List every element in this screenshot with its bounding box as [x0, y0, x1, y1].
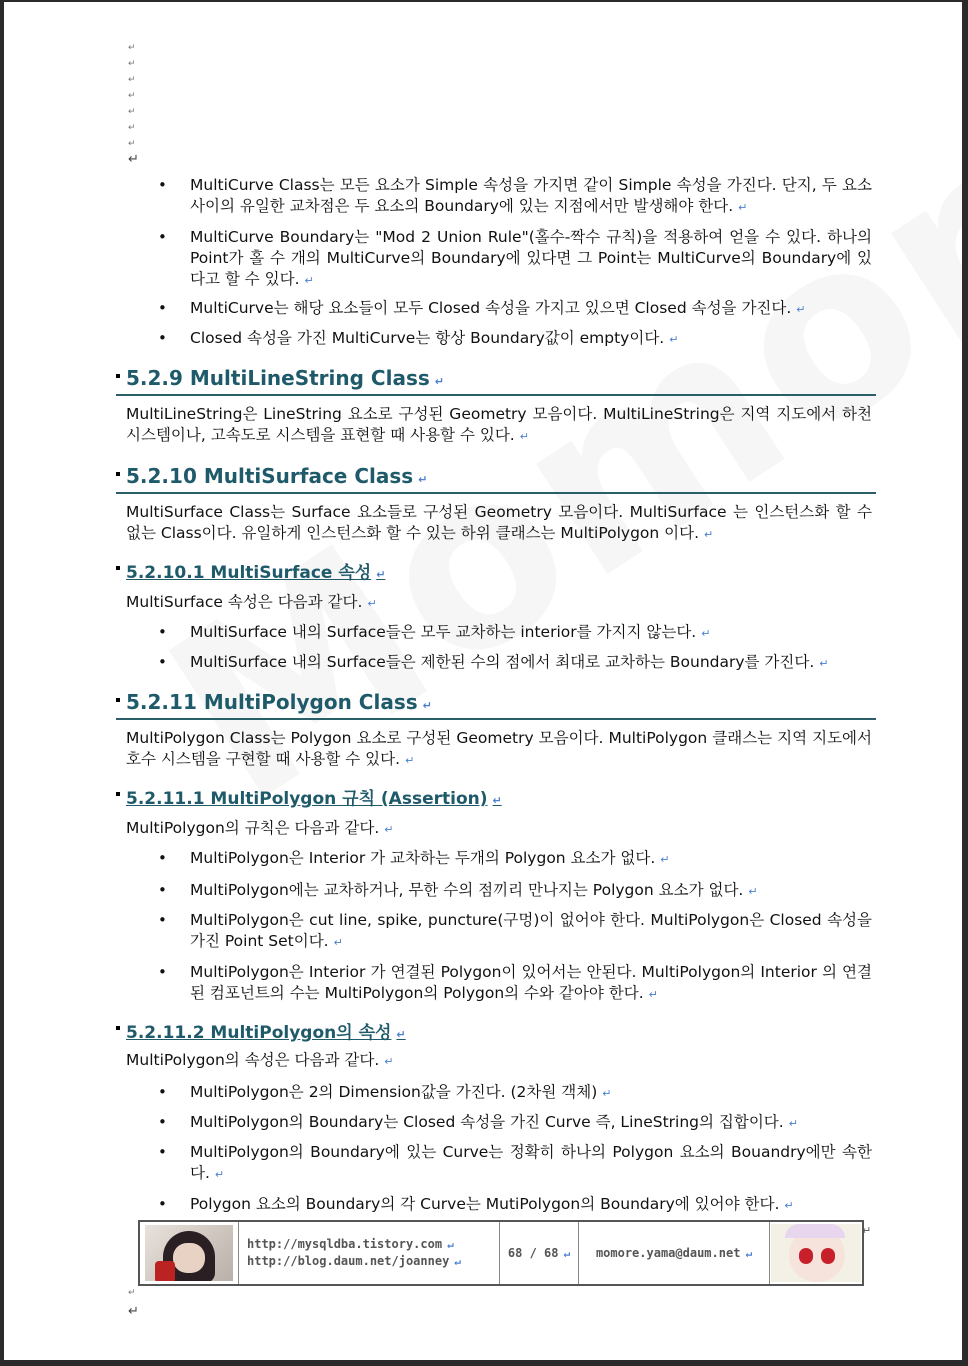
section-heading-5-2-10: 5.2.10 MultiSurface Class ↵	[116, 468, 876, 494]
list-item: MultiPolygon에는 교차하거나, 무한 수의 점끼리 만나지는 Polygon 요소가 없다. ↵	[190, 881, 758, 899]
page-footer	[138, 1220, 864, 1286]
paragraph-mark: ↵	[128, 75, 136, 85]
list-item: Polygon 요소의 Boundary의 각 Curve는 MutiPolygon의 Boundary에 있어야 한다. ↵	[190, 1195, 794, 1213]
list-item: MultiPolygon은 cut line, spike, puncture(구멍)이 없어야 한다. MultiPolygon은 Closed 속성을 가진 Point Set이다. ↵	[190, 911, 872, 950]
bullet-dot: •	[158, 1113, 167, 1131]
bullet-dot: •	[158, 881, 167, 899]
blog-link-tistory[interactable]: http://mysqldba.tistory.com ↵	[247, 1237, 454, 1251]
paragraph: MultiPolygon Class는 Polygon 요소로 구성된 Geometry 모음이다. MultiPolygon 클래스는 지역 지도에서 호수 시스템을 구현할 때 사용할 수 있다. ↵	[126, 729, 872, 768]
paragraph-mark: ↵	[128, 107, 136, 117]
footer-urls	[239, 1222, 500, 1284]
paragraph: MultiLineString은 LineString 요소로 구성된 Geometry 모음이다. MultiLineString은 지역 지도에서 하천 시스템이나, 고속도로 시스템을 표현할 때 사용할 수 있다. ↵	[126, 405, 872, 444]
paragraph: MultiPolygon의 속성은 다음과 같다. ↵	[126, 1051, 394, 1069]
bullet-dot: •	[158, 849, 167, 867]
paragraph-mark: ↵	[128, 43, 136, 53]
bullet-dot: •	[158, 1143, 167, 1161]
paragraph-mark: ↵	[128, 123, 136, 133]
bullet-dot: •	[158, 299, 167, 317]
paragraph-mark: ↵	[128, 91, 136, 101]
list-item: MultiCurve는 해당 요소들이 모두 Closed 속성을 가지고 있으면 Closed 속성을 가진다. ↵	[190, 299, 806, 317]
paragraph: MultiSurface Class는 Surface 요소들로 구성된 Geometry 모음이다. MultiSurface 는 인스턴스화 할 수 없는 Class이다. 유일하게 인스턴스화 할 수 있는 하위 클래스는 MultiPolygon 이다. ↵	[126, 503, 872, 542]
author-avatar-left	[140, 1222, 239, 1284]
paragraph-mark: ↵	[128, 59, 136, 69]
bullet-dot: •	[158, 911, 167, 929]
paragraph-mark: ↵	[128, 139, 136, 149]
bullet-dot: •	[158, 963, 167, 981]
paragraph: MultiSurface 속성은 다음과 같다. ↵	[126, 593, 377, 611]
list-item: MultiCurve Boundary는 "Mod 2 Union Rule"(홀수-짝수 규칙)을 적용하여 얻을 수 있다. 하나의 Point가 홀 수 개의 MultiCurve의 Boundary에 있다면 그 Point는 MultiCurve의 Boundary에 있다고 할 수 있다. ↵	[190, 228, 872, 288]
list-item: MultiPolygon은 Interior 가 연결된 Polygon이 있어서는 안된다. MultiPolygon의 Interior 의 연결된 컴포넌트의 수는 MultiPolygon의 Polygon의 수와 같아야 한다. ↵	[190, 963, 872, 1002]
bullet-dot: •	[158, 329, 167, 347]
section-heading-5-2-11: 5.2.11 MultiPolygon Class ↵	[116, 694, 876, 720]
bullet-dot: •	[158, 176, 167, 194]
list-item: MultiPolygon은 2의 Dimension값을 가진다. (2차원 객체) ↵	[190, 1083, 612, 1101]
paragraph-mark: ↵	[128, 1304, 139, 1319]
list-item: MultiSurface 내의 Surface들은 모두 교차하는 interior를 가지지 않는다. ↵	[190, 623, 711, 641]
bullet-dot: •	[158, 228, 167, 246]
list-item: Closed 속성을 가진 MultiCurve는 항상 Boundary값이 empty이다. ↵	[190, 329, 679, 347]
list-item: MultiPolygon의 Boundary에 있는 Curve는 정확히 하나의 Polygon 요소의 Bouandry에만 속한다. ↵	[190, 1143, 872, 1182]
list-item: MultiSurface 내의 Surface들은 제한된 수의 점에서 최대로 교차하는 Boundary를 가진다. ↵	[190, 653, 829, 671]
bullet-dot: •	[158, 1083, 167, 1101]
bullet-dot: •	[158, 653, 167, 671]
paragraph-mark: ↵	[128, 152, 139, 167]
bullet-dot: •	[158, 623, 167, 641]
list-item: MultiPolygon의 Boundary는 Closed 속성을 가진 Curve 즉, LineString의 집합이다. ↵	[190, 1113, 798, 1131]
page-number: 68 / 68 ↵	[500, 1222, 579, 1284]
paragraph: MultiPolygon의 규칙은 다음과 같다. ↵	[126, 819, 394, 837]
list-item: MultiPolygon은 Interior 가 교차하는 두개의 Polygon 요소가 없다. ↵	[190, 849, 670, 867]
author-email[interactable]: momore.yama@daum.net ↵	[579, 1222, 770, 1284]
paragraph-mark: ↵	[128, 1288, 136, 1298]
paragraph-mark: ↵	[862, 1224, 872, 1237]
section-heading-5-2-9: 5.2.9 MultiLineString Class ↵	[116, 370, 876, 396]
blog-link-daum[interactable]: http://blog.daum.net/joanney ↵	[247, 1254, 461, 1268]
leading-paragraph-marks	[128, 40, 139, 168]
document-page: ↵ ↵ ↵ ↵ ↵ ↵ ↵ ↵ • MultiCurve Class는 모든 요소가 Simple 속성을 가지면 같이 Simple 속성을 가진다. 단지, 두 요소 사이의 유일한 교차점은 두 요소의 Boundary에 있는 지점에서만 발생해야 한다. ↵ • MultiCurve Boundary는 "Mod 2 Union Rule"(홀수-짝수 규칙)을 적용하여 얻을 수 있다. 하나의 Point가 홀 수 개의 MultiCurve의 Boundary에 있다면 그 Point는 MultiCurve의 Boundary에 있다고 할 수 있다. ↵ • MultiCurve는 해당 요소들이 모두 Closed 속성을 가지고 있으면 Closed 속성을 가진다. ↵ • Closed 속성을 가진 MultiCurve는 항상 Boundary값이 empty이다. ↵ 5.2.9 MultiLineString Class ↵ MultiLineString은 LineString 요소로 구성된 Geometry 모음이다. MultiLineString은 지역 지도에서 하천 시스템이나, 고속도로 시스템을 표현할 때 사용할 수 있다. ↵ 5.2.10 MultiSurface Class ↵ MultiSurface Class는 Surface 요소들로 구성된 Geometry 모음이다. MultiSurface 는 인스턴스화 할 수 없는 Class이다. 유일하게 인스턴스화 할 수 있는 하위 클래스는 MultiPolygon 이다. ↵ 5.2.10.1 MultiSurface 속성 ↵ MultiSurface 속성은 다음과 같다. ↵ • MultiSurface 내의 Surface들은 모두 교차하는 interior를 가지지 않는다. ↵ • MultiSurface 내의 Surface들은 제한된 수의 점에서 최대로 교차하는 Boundary를 가진다. ↵ 5.2.11 MultiPolygon Class ↵ MultiPolygon Class는 Polygon 요소로 구성된 Geometry 모음이다. MultiPolygon 클래스는 지역 지도에서 호수 시스템을 구현할 때 사용할 수 있다. ↵ 5.2.11.1 MultiPolygon 규칙 (Assertion) ↵ MultiPolygon의 규칙은 다음과 같다. ↵ • MultiPolygon은 Interior 가 교차하는 두개의 Polygon 요소가 없다. ↵ • MultiPolygon에는 교차하거나, 무한 수의 점끼리 만나지는 Polygon 요소가 없다. ↵ • MultiPolygon은 cut line, spike, puncture(구멍)이 없어야 한다. MultiPolygon은 Closed 속성을 가진 Point Set이다. ↵ • MultiPolygon은 Interior 가 연결된 Polygon이 있어서는 안된다. MultiPolygon의 Interior 의 연결된 컴포넌트의 수는 MultiPolygon의 Polygon의 수와 같아야 한다. ↵ 5.2.11.2 MultiPolygon의 속성 ↵ MultiPolygon의 속성은 다음과 같다. ↵ • MultiPolygon은 2의 Dimension값을 가진다. (2차원 객체) ↵ • MultiPolygon의 Boundary는 Closed 속성을 가진 Curve 즉, LineString의 집합이다. ↵ • MultiPolygon의 Boundary에 있는 Curve는 정확히 하나의 Polygon 요소의 Bouandry에만 속한다. ↵ • Polygon 요소의 Boundary의 각 Curve는 MutiPolygon의 Boundary에 있어야 한다. ↵ http://mysqldba.tistory.com ↵ http://blog.daum.net/joanney ↵ 68 / 68 ↵ momore.yama@daum.net ↵ ↵ ↵ ↵	[4, 2, 962, 1360]
author-avatar-right	[770, 1222, 862, 1284]
list-item: MultiCurve Class는 모든 요소가 Simple 속성을 가지면 같이 Simple 속성을 가진다. 단지, 두 요소 사이의 유일한 교차점은 두 요소의 Boundary에 있는 지점에서만 발생해야 한다. ↵	[190, 176, 872, 215]
bullet-dot: •	[158, 1195, 167, 1213]
